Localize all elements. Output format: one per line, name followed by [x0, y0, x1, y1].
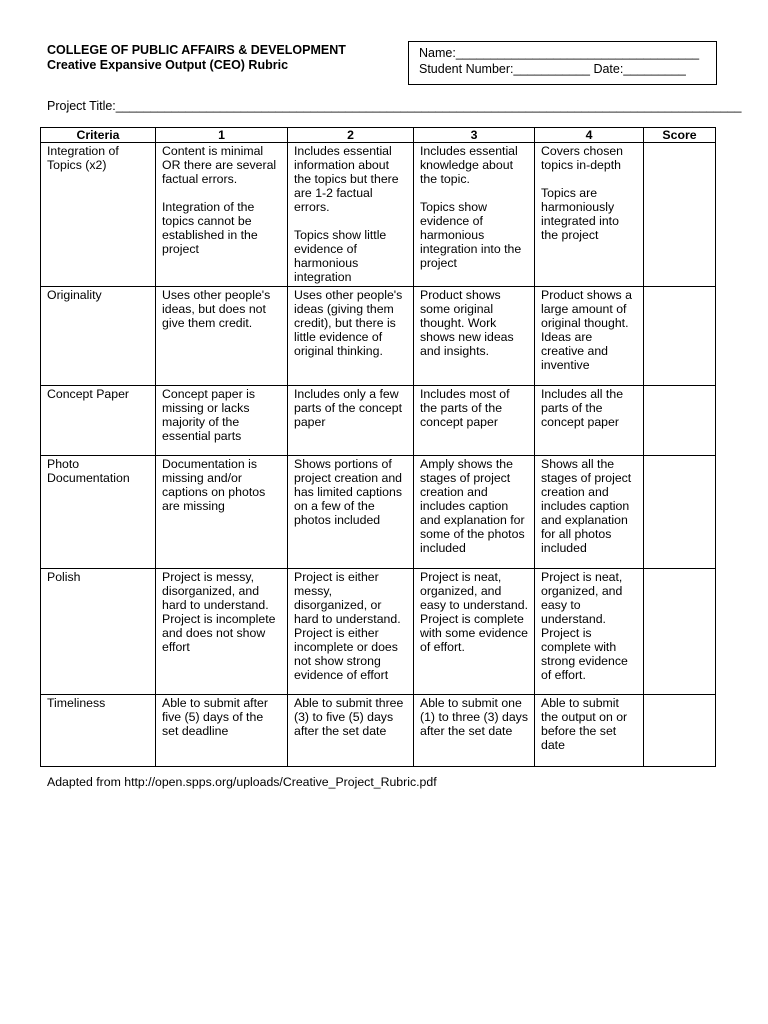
- level-1-cell: Able to submit after five (5) days of the set deadline: [156, 695, 288, 767]
- score-cell[interactable]: [644, 569, 716, 695]
- college-name: COLLEGE OF PUBLIC AFFAIRS & DEVELOPMENT: [47, 43, 346, 57]
- level-2-cell: Project is either messy, disorganized, or hard to understand. Project is either incomplete or does not show strong evidence of effort: [288, 569, 414, 695]
- table-row: [41, 569, 716, 695]
- header-level-1: 1: [156, 128, 288, 143]
- header-level-2: 2: [288, 128, 414, 143]
- criteria-cell: Concept Paper: [41, 386, 156, 456]
- level-2-cell: Able to submit three (3) to five (5) days after the set date: [288, 695, 414, 767]
- rubric-table: [40, 127, 716, 767]
- table-row: [41, 143, 716, 287]
- level-1-cell: Documentation is missing and/or captions on photos are missing: [156, 456, 288, 569]
- name-line: Name:___________________________________: [419, 46, 700, 60]
- criteria-cell: Photo Documentation: [41, 456, 156, 569]
- level-1-cell: Uses other people's ideas, but does not give them credit.: [156, 287, 288, 386]
- header-level-4: 4: [535, 128, 644, 143]
- level-4-cell: Covers chosen topics in-depth Topics are harmoniously integrated into the project: [535, 143, 644, 287]
- score-cell[interactable]: [644, 695, 716, 767]
- table-header-row: [41, 128, 716, 143]
- score-cell[interactable]: [644, 143, 716, 287]
- level-2-cell: Uses other people's ideas (giving them credit), but there is little evidence of original thinking.: [288, 287, 414, 386]
- level-3-cell: Product shows some original thought. Work shows new ideas and insights.: [414, 287, 535, 386]
- student-info-box: [408, 41, 717, 85]
- level-3-cell: Includes essential knowledge about the topic. Topics show evidence of harmonious integration into the project: [414, 143, 535, 287]
- score-cell[interactable]: [644, 386, 716, 456]
- header-level-3: 3: [414, 128, 535, 143]
- level-4-cell: Product shows a large amount of original thought. Ideas are creative and inventive: [535, 287, 644, 386]
- header-score: Score: [644, 128, 716, 143]
- level-1-cell: Concept paper is missing or lacks majority of the essential parts: [156, 386, 288, 456]
- criteria-cell: Timeliness: [41, 695, 156, 767]
- score-cell[interactable]: [644, 456, 716, 569]
- project-title-line: Project Title:__________________________________________________________________________________________: [47, 99, 742, 113]
- level-4-cell: Includes all the parts of the concept paper: [535, 386, 644, 456]
- level-1-cell: Content is minimal OR there are several factual errors. Integration of the topics cannot be established in the project: [156, 143, 288, 287]
- student-number-date-line: Student Number:___________ Date:_________: [419, 62, 686, 76]
- criteria-cell: Originality: [41, 287, 156, 386]
- rubric-title: Creative Expansive Output (CEO) Rubric: [47, 58, 289, 72]
- level-2-cell: Includes only a few parts of the concept paper: [288, 386, 414, 456]
- level-2-cell: Includes essential information about the topics but there are 1-2 factual errors. Topics show little evidence of harmonious integration: [288, 143, 414, 287]
- level-4-cell: Project is neat, organized, and easy to understand. Project is complete with strong evidence of effort.: [535, 569, 644, 695]
- document-header: [47, 43, 346, 73]
- level-3-cell: Able to submit one (1) to three (3) days after the set date: [414, 695, 535, 767]
- level-3-cell: Amply shows the stages of project creation and includes caption and explanation for some of the photos included: [414, 456, 535, 569]
- source-attribution: Adapted from http://open.spps.org/uploads/Creative_Project_Rubric.pdf: [47, 775, 437, 789]
- criteria-cell: Polish: [41, 569, 156, 695]
- table-row: [41, 386, 716, 456]
- table-row: [41, 456, 716, 569]
- header-criteria: Criteria: [41, 128, 156, 143]
- table-row: [41, 695, 716, 767]
- criteria-cell: Integration of Topics (x2): [41, 143, 156, 287]
- level-4-cell: Shows all the stages of project creation and includes caption and explanation for all photos included: [535, 456, 644, 569]
- score-cell[interactable]: [644, 287, 716, 386]
- level-3-cell: Includes most of the parts of the concept paper: [414, 386, 535, 456]
- level-3-cell: Project is neat, organized, and easy to understand. Project is complete with some evidence of effort.: [414, 569, 535, 695]
- level-1-cell: Project is messy, disorganized, and hard to understand. Project is incomplete and does not show effort: [156, 569, 288, 695]
- level-2-cell: Shows portions of project creation and has limited captions on a few of the photos included: [288, 456, 414, 569]
- table-row: [41, 287, 716, 386]
- level-4-cell: Able to submit the output on or before the set date: [535, 695, 644, 767]
